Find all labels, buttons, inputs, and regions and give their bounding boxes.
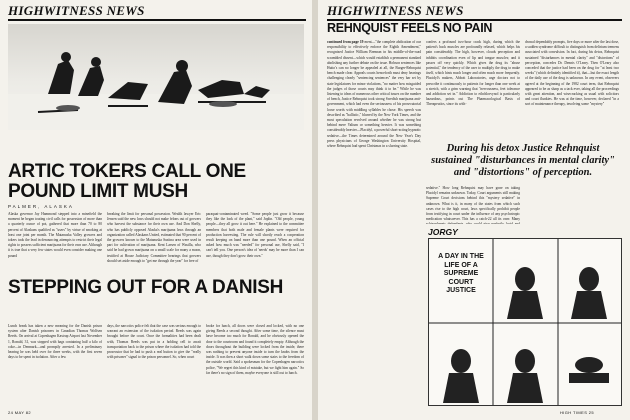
left-page bbox=[0, 0, 312, 420]
headline-rehnquist: REHNQUIST FEELS NO PAIN bbox=[327, 21, 493, 35]
header-rule bbox=[8, 19, 306, 21]
section-head-left: HIGHWITNESS NEWS bbox=[8, 3, 145, 18]
rehnquist-col-3-text: drawal dependably prompts, five days or more after the last dose, a sudden syndrome difficult to distinguish from delirium tremens associated with convulsion. In fact, during his detox, Rehnquist sustained "disturbances in mental clarity" and "distortions" of perception, concedes Dr. Dennis O'Leary. Then O'Leary also conceded that the justice had been on the drug for "at least two weeks" (which definitely identified it), that—but the exact length of the daily use of the drug is unknown. In any event, observers agreed at the beginning of the 1982 court term, that Rehnquist appeared to be as sharp as a tack ever, taking all the proceedings with great attention, and wisecracking as usual with solicitors and court flunkies. He was at the time, however, declared "in a sort of maintenance therapy, involving some "mystery" bbox=[525, 40, 619, 107]
cartoon-title: JORGY bbox=[428, 227, 458, 237]
story-1-col-1-text: Alaska governor Jay Hammond stepped into a minefield the moment he began touting civil calls for possession of more than a quarterly ounce of pot, gathered that more than 70 to 80 percent of Alaskans qualified as "users" by virtue of smoking at least one joint per month. The Matanuska Valley growers and tokers took the lead in denouncing attempts to restrict their legal rights to possess sufficient marijuana for their own use. Although it is true that a very few states would even consider making one pound bbox=[8, 212, 102, 258]
arctic-photo bbox=[8, 24, 304, 130]
story-2-col-3 bbox=[206, 324, 304, 406]
rehnquist-col-1-text: ment—"the complete abdication of our responsibility to effectively enforce the Eighth Amendment," recognized Justice William Brennan in his middle-of-the-road scrambled dissent—which would establish a permanent standard abolishing any further debate on the issue. Hobson sentences like Hutto's can no longer be appealed at all, the Burger-Rehnquist bench made clear. Appeals courts henceforth must deny hearings challenging clearly "sentencing sentences" the very bar set by state legislatures for minor violations, "no matter how misguided the judges of those courts may think it to be." While he was listening to ideas of numerous other critical issues on the number of bench, Justice Rehnquist took strong Swedish marijuana anti-government, which had even the seriousness of his prosecutorial loose words with middling syllables he chose. His speech was described as "ballistic," blurred by the New York Times, and the most speculation revolved around whether he was strong but behind mere Valium or something heavier. It was something considerably heavier—Placidyl, a powerful short-acting hypnotic sedative—the Times determined around the New Year's Day press physicians of George Washington University Hospital, where Rehnquist had spent Christmas in a slurring state. bbox=[327, 40, 421, 149]
section-head-right: HIGHWITNESS NEWS bbox=[327, 3, 464, 18]
story-1-col-3 bbox=[206, 212, 304, 268]
story-2-col-3-text: broke for lunch, all doors were closed and locked, with no one giving Reeds a second thought. After some time, the silence must have become too much for Ronald, and he obviously opened the door to the courtroom and found it completely empty. Although the doors throughout the building were locked from the inside, there was nothing to prevent anyone inside to turn the knobs from the inside. It was then a short walk down some stairs to the freedom of the outside world. Said a spokesman for the Copenhagen narcotics police, "We regret this kind of mistake, but we fight him again." So far there's no sign of them, maybe everyone is still out to lunch. bbox=[206, 324, 304, 375]
pull-quote: During his detox Justice Rehnquist sustained "disturbances in mental clarity" and "distortions" of perception. bbox=[431, 143, 615, 178]
story-2-col-1 bbox=[8, 324, 102, 406]
headline-danish: STEPPING OUT FOR A DANISH bbox=[8, 277, 284, 298]
rehnquist-col-3 bbox=[525, 40, 619, 140]
folio-left: 24 MAY 82 bbox=[8, 410, 32, 415]
rehnquist-col-3b bbox=[525, 186, 619, 224]
continued-note: continued from page 19 bbox=[327, 40, 364, 44]
rehnquist-col-4-text: sedative." How long Rehnquist may have gone on taking Placidyl remains unknown. Today, Court arguments still making Supreme Court decisions behind this "mystery sedative" in unknown. What is it, in many of the states from which such cases rise to the high court, laws specifically prohibit people from testifying in court under the influence of any psychotropic medication whatsoever. This has a catch-22 all its own: Many bbox=[426, 186, 520, 222]
rehnquist-col-2b bbox=[426, 186, 520, 224]
story-2-col-1-text: Lunch break has taken a new meaning for the Danish prison system after Danish prisoners in Canadian Thomas Wolfsen Reeds. On arrival at Copenhagen Kastrup Airport last November 1, Ronald, 31, was stopped with bags containing half a kilo of coke—in Denmark—and promptly arrested. In a preliminary hearing he was held over for three weeks, with the first seven days to be spent in isolation. After a few bbox=[8, 324, 102, 360]
story-1-col-2 bbox=[107, 212, 201, 268]
dateline: PALMER, ALASKA bbox=[8, 204, 74, 209]
story-1-col-3-text: paraquat-contaminated weed. "Some people just grow it because they like the look of the plant," said Joplin. "Old people, young people—they all grow it out here." He explained to the committee members that both male and female plants were required for production harvesting. The rule will shortly reach a cooperation result keeping on hand more than one pound. When an official asked how much was "needed" for personal use, Shelly said, "I can't tell you. One person's idea of 'needs' may be more than I can use, though they don't grow their own." bbox=[206, 212, 304, 258]
story-2-col-2-text: days, the narcotics police felt that the case was serious enough to warrant an extension of the isolation period. Reeds was again brought before the court. Once the formalities had been dealt with, Thomas Reeds was put in a holding cell to await transportation back to the prison where the isolation had told the prosecutor that he had to push a real button to give the "really with prisoner" signal to the prison personnel. So, when court bbox=[107, 324, 201, 360]
cartoon-caption: A DAY IN THE LIFE OF A SUPREME COURT JUSTICE bbox=[438, 253, 484, 294]
jorgy-cartoon bbox=[428, 238, 622, 406]
rehnquist-col-1 bbox=[327, 40, 421, 406]
story-2-col-2 bbox=[107, 324, 201, 406]
folio-right: HIGH TIMES 25 bbox=[560, 410, 595, 415]
headline-arctic: ARTIC TOKERS CALL ONE POUND LIMIT MUSH bbox=[8, 161, 246, 202]
rehnquist-col-2 bbox=[426, 40, 520, 140]
story-1-col-2-text: breaking the limit for personal possession. Wealth lawyer Eric Jensen said the new laws should not make felons out of growers who harvest the substance for their own use. And Don Shelly, who has publicly opposed Alaska's marijuana laws through an organization called Alaskans United, estimated that 90 percent of the growers known to the Matanuska Susitna area were used in part for cultivation of marijuana. Kent Larsen of Wasilla, who said he had grown marijuana on a small scale for many a moon, testified at House Judiciary Committee hearings that growers should set aside enough to "get me through the year" for free of bbox=[107, 212, 201, 263]
rehnquist-col-2-text: confers a profound two-hour crack high, during which the patient's back muscles are profoundly relaxed, which helps his pain considerably. The high, however, clouds perception and inhibits coordination even of lip and tongue muscles; and it passes off very quickly. Which gives the drug its "abuse potential," the tendency of the user to multiply the drug to make itself, which hints much longer and often much more frequently. Placidyl's makers, Abbott Laboratories, urge doctors not to prescribe it continuously to patients for longer than one week at a stretch, with a grim warning that "nervousness, feet tolerance and addiction set in." Addiction to ethchlorvynol is particularly hazardous, points out The Pharmacological Basis of Therapeutics, since its with- bbox=[426, 40, 520, 107]
story-1-col-1 bbox=[8, 212, 102, 268]
